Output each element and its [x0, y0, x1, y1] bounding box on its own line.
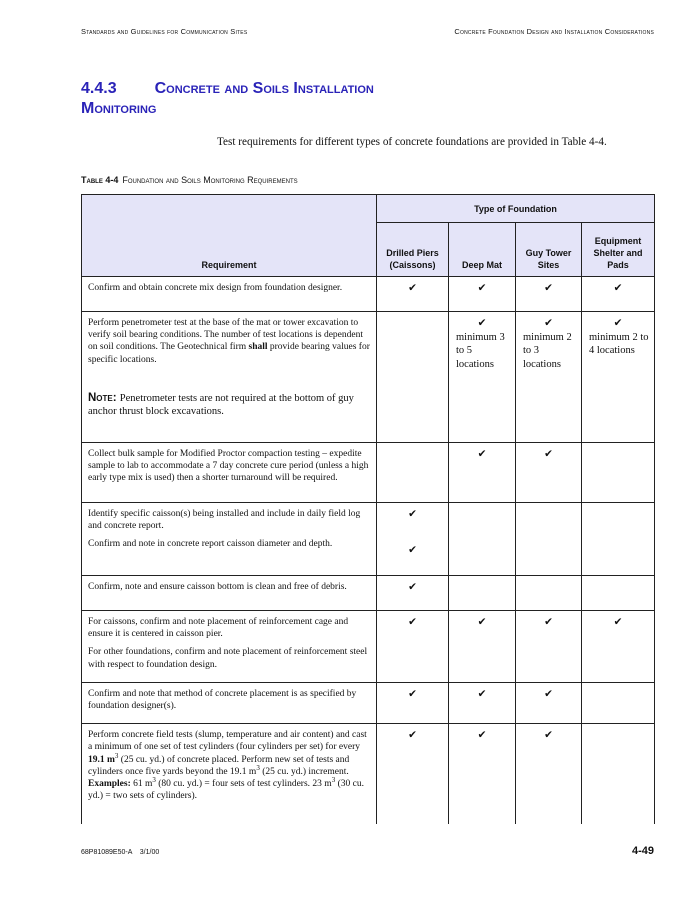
text-segment: (25 cu. yd.) of concrete placed. Perform new set of tests and cylinders once five yards beyond the 19.1 m [88, 754, 350, 777]
section-title-line1: Concrete and Soils Installation [154, 80, 374, 97]
check-cell [582, 277, 655, 312]
text-segment: shall [248, 342, 268, 353]
checkmark-icon: ✔ [544, 318, 553, 329]
note-body: Penetrometer tests are not required at the bottom of guy anchor thrust block excavations. [88, 392, 354, 418]
superscript: 3 [256, 763, 260, 772]
location-count-note: minimum 3 to 5 locations [456, 331, 505, 370]
check-cell [516, 611, 582, 683]
monitoring-requirements-table [81, 194, 655, 824]
section-number: 4.4.3 [81, 80, 117, 97]
checkmark-icon: ✔ [477, 688, 487, 700]
text-segment: Perform penetrometer test at the base of the mat or tower excavation to verify soil bearing conditions. The number of test locations is dependent on soil conditions. The Geotechnical firm [88, 318, 363, 353]
check-cell [582, 503, 655, 576]
checkmark-icon: ✔ [613, 318, 623, 329]
requirement-text [88, 729, 370, 802]
check-cell [377, 312, 449, 443]
check-cell [516, 503, 582, 576]
requirement-text [88, 448, 370, 485]
requirement-text [88, 616, 370, 640]
requirement-cell [82, 443, 377, 503]
checkmark-icon: ✔ [477, 730, 487, 742]
requirement-cell [82, 503, 377, 576]
requirement-text [88, 317, 370, 366]
check-cell [377, 576, 449, 611]
note-text [88, 392, 370, 419]
check-cell [449, 503, 516, 576]
checkmark-icon: ✔ [477, 283, 487, 294]
table-row [82, 724, 655, 824]
checkmark-icon: ✔ [544, 617, 553, 628]
table-row [82, 611, 655, 683]
text-segment: For caissons, confirm and note placement of reinforcement cage and ensure it is centered in caisson pier. [88, 617, 349, 640]
check-cell [582, 312, 655, 443]
check-cell [377, 724, 449, 824]
text-segment: Perform concrete field tests (slump, temperature and air content) and cast a minimum of one set of test cylinders (four cylinders per set) for every [88, 730, 367, 753]
requirement-cell [82, 576, 377, 611]
text-segment: Collect bulk sample for Modified Proctor compaction testing – expedite sample to lab to accommodate a 7 day concrete cure period (unless a high early type mix is used) then a shorter turnaround will be required. [88, 449, 369, 484]
checkmark-icon: ✔ [408, 509, 417, 520]
foundation-type-header: Type of Foundation [377, 195, 655, 223]
requirement-text [88, 538, 370, 550]
requirement-cell [82, 312, 377, 443]
checkmark-icon: ✔ [408, 283, 417, 294]
column-header: Equipment Shelter and Pads [582, 223, 655, 277]
check-cell [449, 682, 516, 723]
check-cell [377, 443, 449, 503]
check-cell [582, 576, 655, 611]
check-cell [377, 277, 449, 312]
note-label: Note: [88, 391, 120, 404]
checkmark-icon: ✔ [477, 318, 487, 329]
column-header: Drilled Piers (Caissons) [377, 223, 449, 277]
checkmark-icon: ✔ [477, 617, 487, 628]
checkmark-icon: ✔ [544, 688, 553, 700]
intro-paragraph: Test requirements for different types of concrete foundations are provided in Table 4-4. [217, 136, 607, 148]
checkmark-icon: ✔ [408, 582, 417, 593]
section-title-line2: Monitoring [81, 100, 157, 117]
table-row [82, 682, 655, 723]
text-segment: Confirm, note and ensure caisson bottom is clean and free of debris. [88, 582, 347, 592]
table-caption-label: Table 4-4 [81, 175, 119, 185]
check-cell [516, 682, 582, 723]
check-cell [449, 277, 516, 312]
check-cell [582, 611, 655, 683]
table-caption [81, 175, 298, 185]
check-cell [516, 724, 582, 824]
text-segment: (25 cu. yd.) increment. [259, 766, 349, 777]
check-cell [377, 611, 449, 683]
footer-doc-id: 68P81089E50-A 3/1/00 [81, 849, 160, 856]
table-row [82, 576, 655, 611]
requirement-cell [82, 611, 377, 683]
checkmark-icon: ✔ [408, 617, 417, 628]
check-cell [377, 682, 449, 723]
table-row [82, 443, 655, 503]
text-segment: For other foundations, confirm and note placement of reinforcement steel with respect to foundation design. [88, 647, 368, 670]
check-cell [582, 682, 655, 723]
table-row [82, 277, 655, 312]
superscript: 3 [331, 775, 336, 784]
page-number: 4-49 [631, 845, 654, 857]
requirement-cell [82, 682, 377, 723]
requirement-header: Requirement [82, 195, 377, 277]
table-row [82, 503, 655, 576]
text-segment: (80 cu. yd.) = four sets of test cylinders. 23 m [155, 779, 332, 790]
check-cell [377, 503, 449, 576]
running-header-right: Concrete Foundation Design and Installation Considerations [454, 27, 654, 36]
running-header-left: Standards and Guidelines for Communication Sites [81, 27, 248, 36]
check-cell [582, 443, 655, 503]
text-segment: Confirm and obtain concrete mix design from foundation designer. [88, 283, 343, 293]
checkmark-icon: ✔ [477, 449, 487, 460]
check-cell [449, 312, 516, 443]
requirement-text [88, 581, 370, 593]
column-header: Guy Tower Sites [516, 223, 582, 277]
checkmark-icon: ✔ [408, 688, 417, 700]
superscript: 3 [152, 775, 156, 784]
checkmark-icon: ✔ [613, 283, 623, 294]
text-segment: 19.1 m [88, 754, 115, 765]
text-segment: 61 m [130, 779, 153, 790]
requirement-cell [82, 277, 377, 312]
text-segment: Examples: [88, 779, 131, 790]
check-cell [516, 312, 582, 443]
checkmark-icon: ✔ [544, 283, 553, 294]
requirement-cell [82, 724, 377, 824]
table-caption-text: Foundation and Soils Monitoring Requirements [122, 175, 298, 185]
text-segment: provide bearing values for specific locations. [88, 342, 370, 365]
check-cell [449, 724, 516, 824]
check-cell [449, 611, 516, 683]
requirement-text [88, 282, 370, 294]
location-count-note: minimum 2 to 4 locations [589, 331, 649, 356]
column-header: Deep Mat [449, 223, 516, 277]
check-cell [516, 443, 582, 503]
requirement-text [88, 508, 370, 532]
requirement-text [88, 688, 370, 712]
table-row [82, 312, 655, 443]
check-cell [449, 576, 516, 611]
location-count-note: minimum 2 to 3 locations [523, 331, 572, 370]
superscript: 3 [114, 751, 119, 760]
checkmark-icon: ✔ [544, 449, 553, 460]
text-segment: (30 cu. yd.) = two sets of cylinders). [88, 779, 364, 802]
check-cell [582, 724, 655, 824]
text-segment: Identify specific caisson(s) being installed and include in daily field log and concrete report. [88, 509, 361, 532]
text-segment: Confirm and note that method of concrete placement is as specified by foundation designer(s). [88, 688, 357, 712]
check-cell [516, 277, 582, 312]
requirement-text [88, 646, 370, 670]
check-cell [516, 576, 582, 611]
checkmark-icon: ✔ [544, 730, 553, 742]
checkmark-icon: ✔ [408, 730, 417, 742]
checkmark-icon: ✔ [613, 617, 623, 628]
text-segment: Confirm and note in concrete report caisson diameter and depth. [88, 539, 333, 550]
check-cell [449, 443, 516, 503]
section-title [81, 79, 374, 119]
checkmark-icon: ✔ [408, 544, 417, 556]
